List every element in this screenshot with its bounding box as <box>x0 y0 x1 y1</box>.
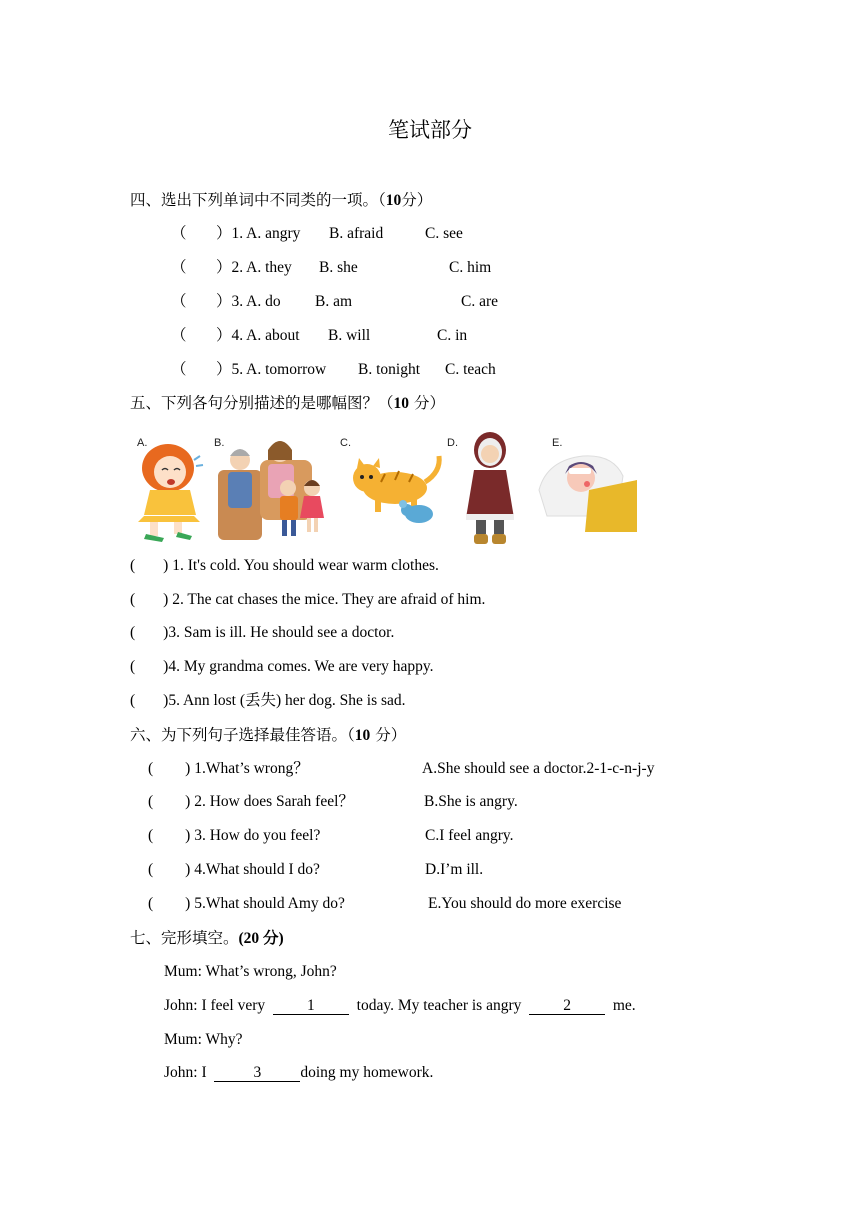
s4-item-1-c: C. see <box>425 225 463 242</box>
sick-boy-picture <box>535 430 637 535</box>
s5-item-1: ( ) 1. It's cold. You should wear warm clothes. <box>130 557 439 574</box>
s4-item-4-c: C. in <box>437 327 468 344</box>
s4-item-3-b: B. am <box>315 293 353 310</box>
s4-item-2-a: ）2. A. they <box>216 259 292 276</box>
page-title: 笔试部分 <box>388 118 472 142</box>
s5-item-3: ( )3. Sam is ill. He should see a doctor. <box>130 624 395 641</box>
section-4-heading: 四、选出下列单词中不同类的一项。（10分） <box>130 191 433 209</box>
cloze-blank-1[interactable]: 1 <box>273 997 349 1015</box>
s4-item-3: （ <box>171 293 187 310</box>
s4-item-4-a: ）4. A. about <box>216 327 300 344</box>
cat-and-mouse-picture <box>345 430 445 530</box>
s6-item-3-question: ( ) 3. How do you feel? <box>148 827 321 844</box>
picture-label-b: B. <box>214 437 225 449</box>
picture-label-c: C. <box>340 437 351 449</box>
s4-item-3-a: ）3. A. do <box>216 293 281 310</box>
cloze-blank-2[interactable]: 2 <box>529 997 605 1015</box>
s4-item-1-a: ）1. A. angry <box>216 225 301 242</box>
s5-item-5: ( )5. Ann lost (丢失) her dog. She is sad. <box>130 692 406 709</box>
family-picture <box>212 430 332 545</box>
s4-item-3-c: C. are <box>461 293 499 310</box>
s6-item-1-answer: A.She should see a doctor.2-1-c-n-j-y <box>422 760 655 777</box>
section-5-heading: 五、下列各句分别描述的是哪幅图？（10 分） <box>130 394 445 412</box>
s4-item-5-a: ）5. A. tomorrow <box>216 361 327 378</box>
warm-clothes-picture <box>460 430 520 548</box>
section-7-heading: 七、完形填空。(20 分) <box>130 929 284 947</box>
s6-item-5-answer: E.You should do more exercise <box>428 895 622 912</box>
s6-item-1-question: ( ) 1.What’s wrong？ <box>148 760 309 777</box>
picture-label-d: D. <box>447 437 458 449</box>
s6-item-2-question: ( ) 2. How does Sarah feel？ <box>148 793 354 810</box>
s5-item-2: ( ) 2. The cat chases the mice. They are afraid of him. <box>130 591 486 608</box>
cloze-line-3: Mum: Why? <box>164 1031 243 1048</box>
crying-girl-picture <box>130 430 210 545</box>
cloze-line-1: Mum: What’s wrong, John? <box>164 963 337 980</box>
s4-item-4-b: B. will <box>328 327 371 344</box>
picture-label-a: A. <box>137 437 148 449</box>
s6-item-2-answer: B.She is angry. <box>424 793 518 810</box>
cloze-line-4: John: I 3 doing my homework. <box>164 1064 434 1081</box>
cloze-line-2: John: I feel very 1 today. My teacher is angry 2 me. <box>164 997 636 1014</box>
s4-item-4: （ <box>171 327 187 344</box>
s6-item-3-answer: C.I feel angry. <box>425 827 514 844</box>
s4-item-1: （ <box>171 225 187 242</box>
cloze-blank-3[interactable]: 3 <box>214 1064 300 1082</box>
s6-item-4-answer: D.I’m ill. <box>425 861 484 878</box>
s4-item-2-c: C. him <box>449 259 492 276</box>
section-6-heading: 六、为下列句子选择最佳答语。（10 分） <box>130 726 407 744</box>
s4-item-5-b: B. tonight <box>358 361 421 378</box>
s4-item-2: （ <box>171 259 187 276</box>
s5-item-4: ( )4. My grandma comes. We are very happy. <box>130 658 434 675</box>
s6-item-5-question: ( ) 5.What should Amy do? <box>148 895 345 912</box>
picture-label-e: E. <box>552 437 563 449</box>
s6-item-4-question: ( ) 4.What should I do? <box>148 861 320 878</box>
s4-item-5-c: C. teach <box>445 361 496 378</box>
s4-item-1-b: B. afraid <box>329 225 384 242</box>
s4-item-2-b: B. she <box>319 259 358 276</box>
s4-item-5: （ <box>171 361 187 378</box>
